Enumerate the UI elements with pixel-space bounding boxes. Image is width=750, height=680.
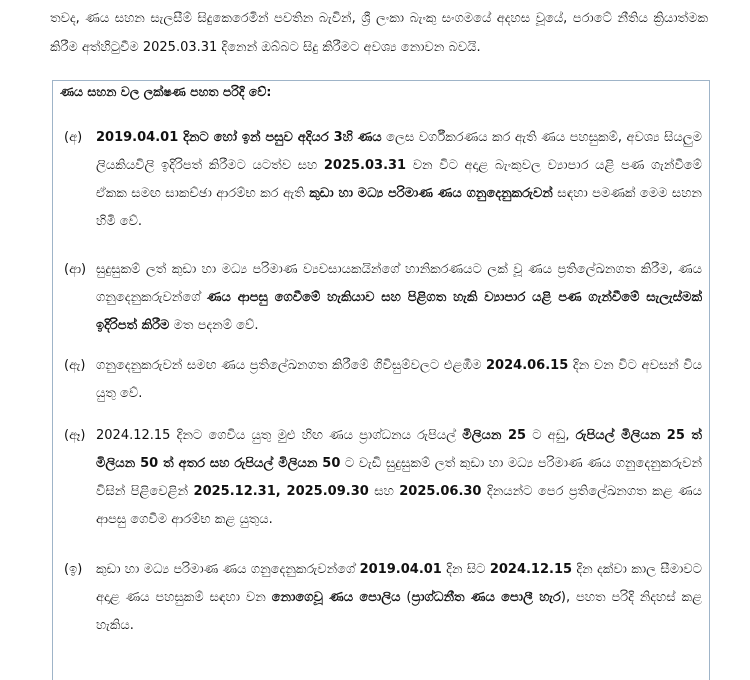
box-title: ණය සහන වල ලක්ෂණ පහත පරිදි වේ: xyxy=(60,84,272,99)
intro-date: 2025.03.31 xyxy=(142,40,218,55)
item-text: 2019.04.01 දිනට හෝ ඉන් පසුව අදියර 3හි ණය ලෙස වර්ගීකරණය කර ඇති ණය පහසුකම්, අවශ්‍ය සියලුම ලියකියවිලි ඉදිරිපත් කිරීමට යටත්ව සහ 2025.03.31 වන විට අදාළ බැංකුවල ව්‍යාපාර යළි පණ ගැන්වීමේ ඒකක සමඟ සාකච්ඡා ආරම්භ කර ඇති කුඩා හා මධ්‍ය පරිමාණ ණය ගනුදෙනුකරුවන් සඳහා පමණක් මෙම සහන හිමි වේ. xyxy=(96,130,702,229)
item-label: (ඉ) xyxy=(64,562,83,577)
intro-paragraph xyxy=(50,4,708,62)
item-text: සුදුසුකම් ලත් කුඩා හා මධ්‍ය පරිමාණ ව්‍යවසායකයින්ගේ හානිකරණයට ලක් වූ ණය ප්‍රතිලේඛනගත කිරීම, ණය ගනුදෙනුකරුවන්ගේ ණය ආපසු ගෙවීමේ හැකියාව සහ පිළිගත හැකි ව්‍යාපාර යළි පණ ගැන්වීමේ සැලැස්මක් ඉදිරිපත් කිරීම මත පදනම් වේ. xyxy=(96,262,702,333)
item-label: (ආ) xyxy=(64,262,87,277)
item-text: ගනුදෙනුකරුවන් සමඟ ණය ප්‍රතිලේඛනගත කිරීමේ ගිවිසුම්වලට එළඹීම 2024.06.15 දින වන විට අවසන් විය යුතු වේ. xyxy=(96,358,702,401)
item-label: (අ) xyxy=(64,130,83,145)
intro-line1: තවද, ණය සහන සැලසීම් සිදුකෙරෙමින් පවතින බැවින්, ශ්‍රී ලංකා බැංකු සංගමයේ අදහස වූයේ, පරාටේ xyxy=(50,11,612,26)
intro-line2-text: නීතිය ක්‍රියාත්මක කිරීම අත්හිටුවීම xyxy=(50,11,709,55)
intro-line2-end: දිනෙන් ඔබ්බට සිදු කිරීමට අවශ්‍ය නොවන බවයි. xyxy=(217,40,481,55)
item-label: (ඇ) xyxy=(64,358,86,373)
item-text: කුඩා හා මධ්‍ය පරිමාණ ණය ගනුදෙනුකරුවන්ගේ 2019.04.01 දින සිට 2024.12.15 දින දක්වා කාල සීමාවට අදාළ ණය පහසුකම් සඳහා වන නොගෙවූ ණය පොලිය (ප්‍රාග්ධනීත ණය පොලී හැර), පහත පරිදි නිදහස් කළ හැකිය. xyxy=(96,562,702,633)
item-text: 2024.12.15 දිනට ගෙවිය යුතු මුළු හිඟ ණය ප්‍රාග්ධනය රුපියල් මිලියන 25 ට අඩු, රුපියල් මිලියන 25 ත් මිලියන 50 ත් අතර සහ රුපියල් මිලියන 50 ට වැඩි සුදුසුකම් ලත් කුඩා හා මධ්‍ය පරිමාණ ණය ගනුදෙනුකරුවන් විසින් පිළිවෙළින් 2025.12.31, 2025.09.30 සහ 2025.06.30 දිනයන්ට පෙර ප්‍රතිලේඛනගත කළ ණය ආපසු ගෙවීම ආරම්භ කළ යුතුය. xyxy=(96,428,703,527)
item-label: (ඈ) xyxy=(64,428,86,443)
